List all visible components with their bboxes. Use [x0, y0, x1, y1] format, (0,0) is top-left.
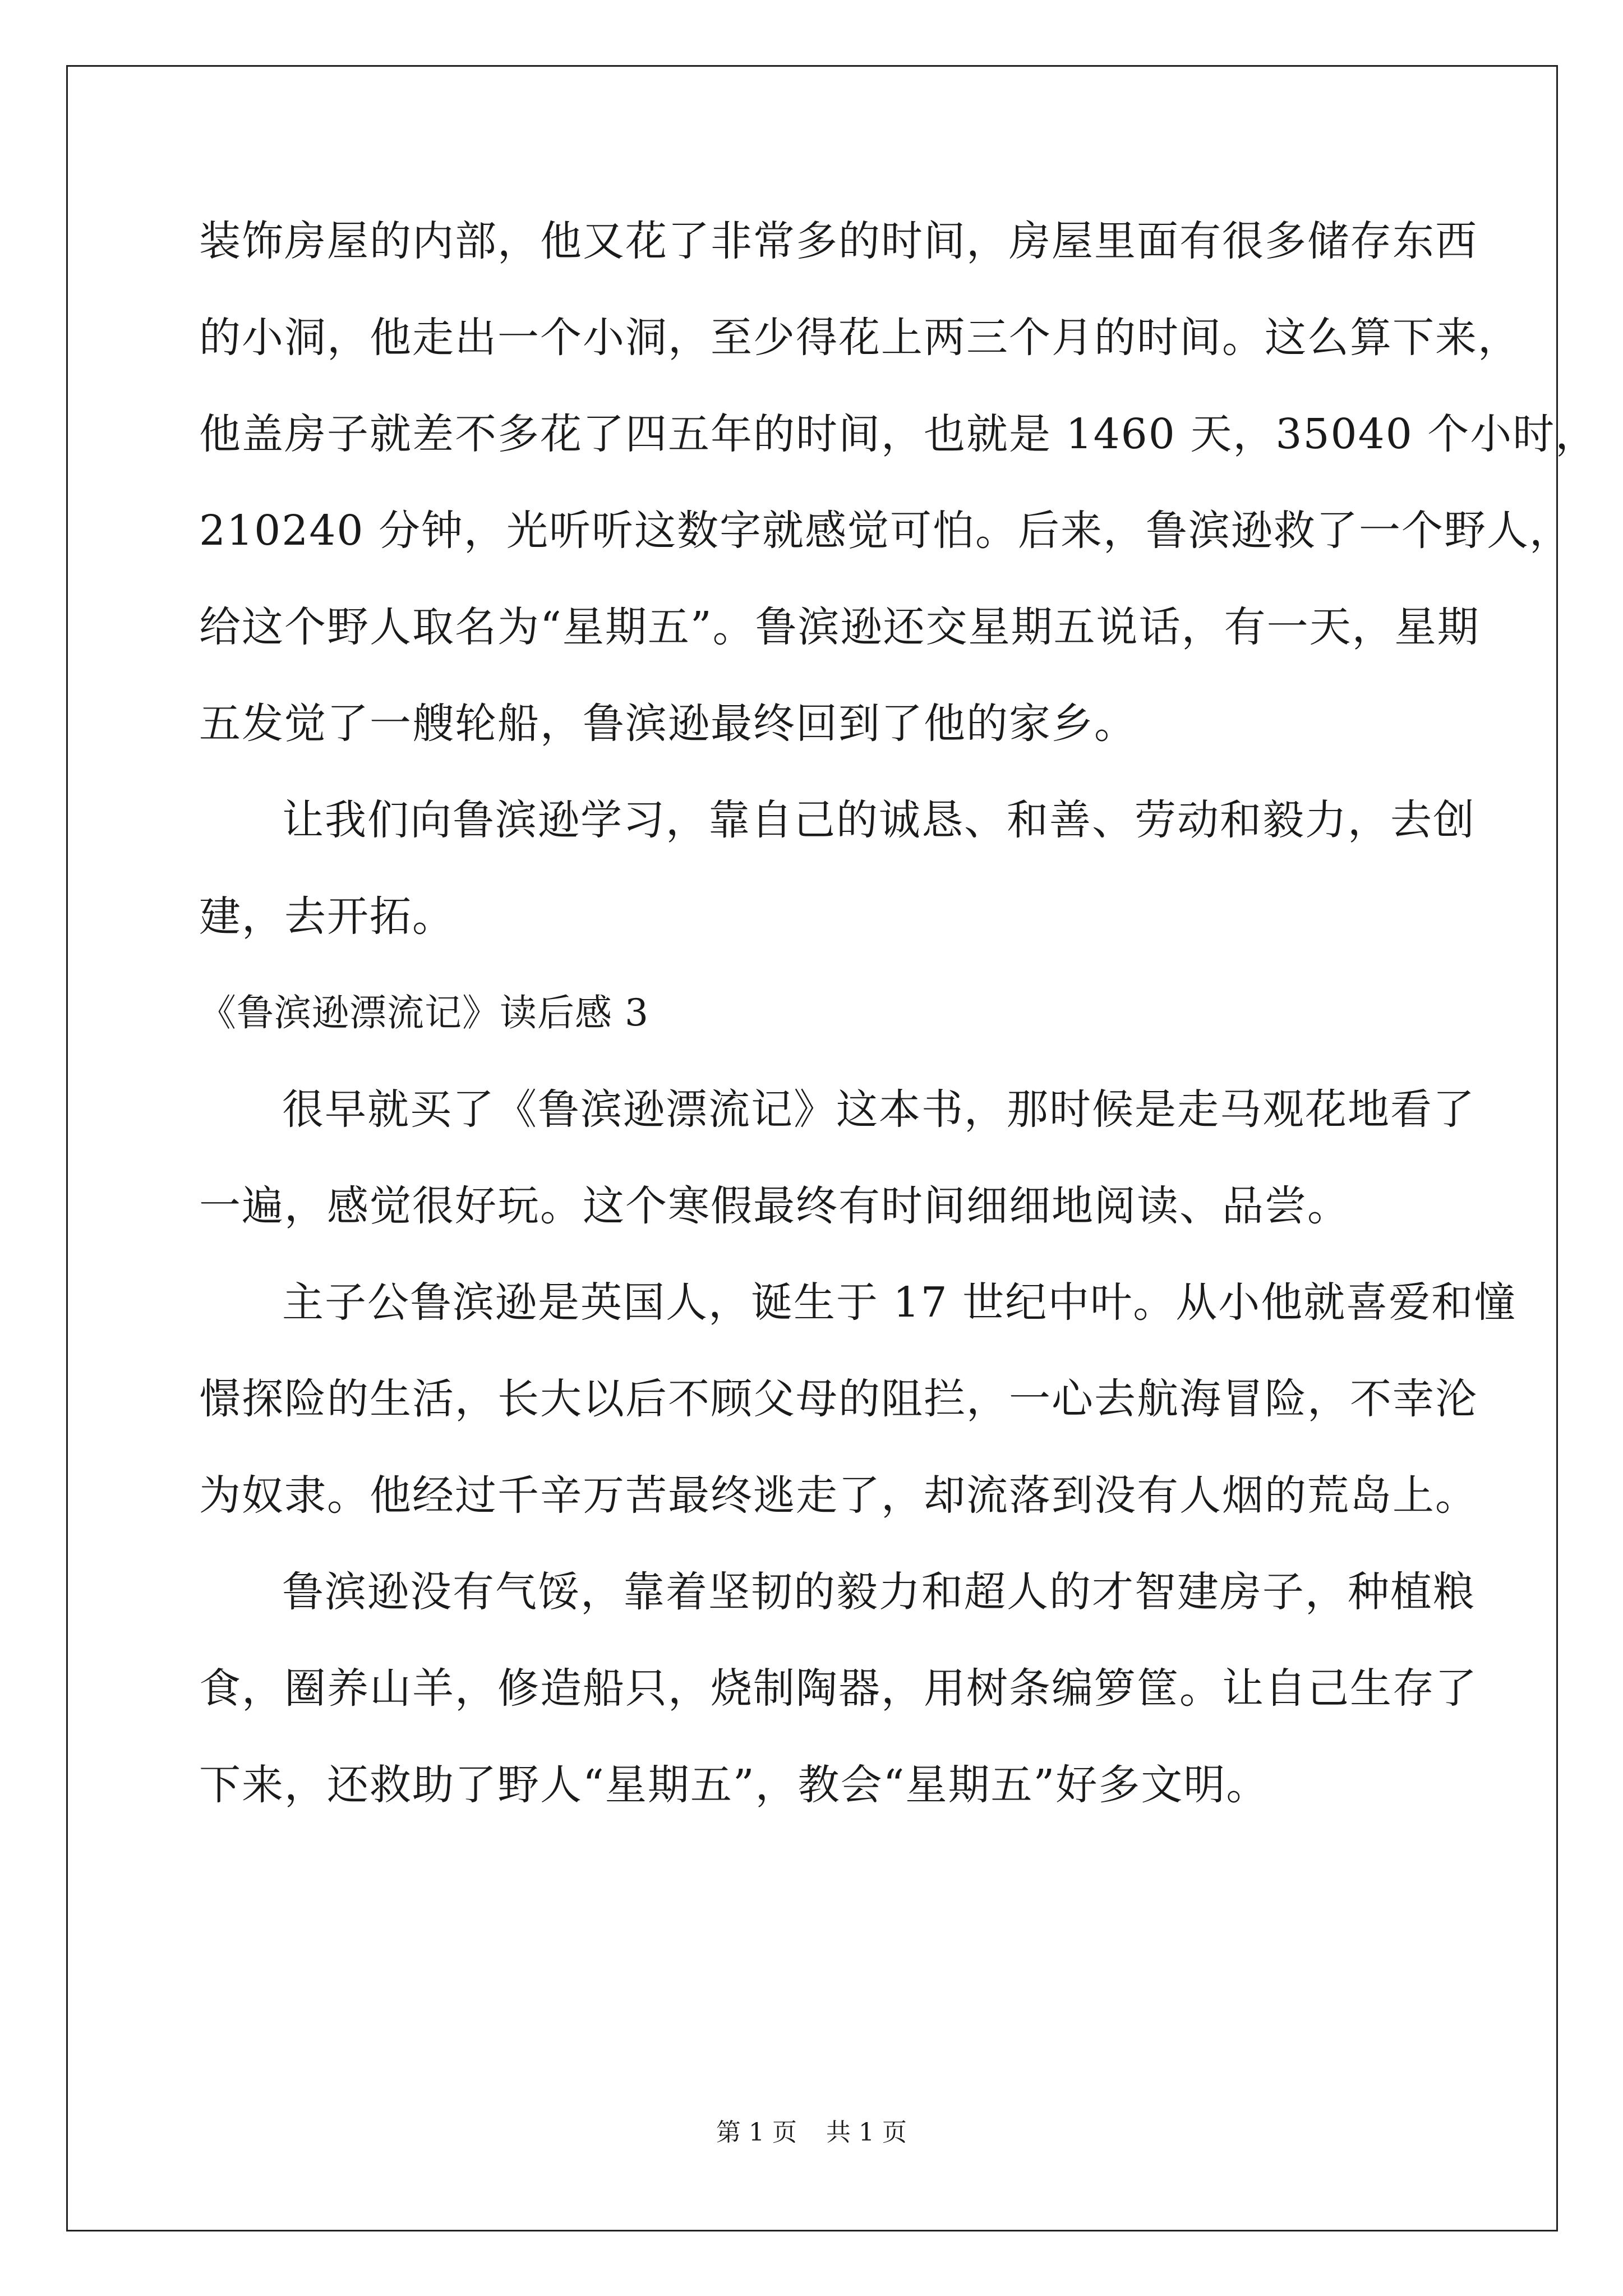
paragraph-line: 鲁滨逊没有气馁，靠着坚韧的毅力和超人的才智建房子，种植粮	[282, 1568, 1476, 1616]
paragraph-line: 给这个野人取名为“星期五”。鲁滨逊还交星期五说话，有一天，星期	[199, 603, 1480, 651]
paragraph-line: 的小洞，他走出一个小洞，至少得花上两三个月的时间。这么算下来，	[199, 314, 1520, 362]
page-footer	[0, 2116, 1623, 2150]
page-border	[66, 65, 1558, 2231]
paragraph-line: 憬探险的生活，长大以后不顾父母的阻拦，一心去航海冒险，不幸沦	[199, 1375, 1478, 1423]
paragraph-line: 210240 分钟，光听听这数字就感觉可怕。后来，鲁滨逊救了一个野人，	[199, 507, 1573, 555]
section-heading: 《鲁滨逊漂流记》读后感 3	[199, 991, 649, 1034]
paragraph-line: 五发觉了一艘轮船，鲁滨逊最终回到了他的家乡。	[199, 700, 1137, 748]
paragraph-line: 食，圈养山羊，修造船只，烧制陶器，用树条编箩筐。让自己生存了	[199, 1664, 1478, 1713]
page-total: 共 1 页	[826, 2118, 907, 2147]
paragraph-line: 很早就买了《鲁滨逊漂流记》这本书，那时候是走马观花地看了	[282, 1085, 1476, 1134]
paragraph-line: 为奴隶。他经过千辛万苦最终逃走了，却流落到没有人烟的荒岛上。	[199, 1471, 1478, 1520]
paragraph-line: 让我们向鲁滨逊学习，靠自己的诚恳、和善、劳动和毅力，去创	[282, 796, 1476, 844]
paragraph-line: 下来，还救助了野人“星期五”，教会“星期五”好多文明。	[199, 1761, 1269, 1809]
paragraph-line: 他盖房子就差不多花了四五年的时间，也就是 1460 天，35040 个小时，	[199, 410, 1598, 458]
paragraph-line: 装饰房屋的内部，他又花了非常多的时间，房屋里面有很多储存东西	[199, 217, 1478, 265]
page-number: 第 1 页	[716, 2118, 797, 2147]
paragraph-line: 主子公鲁滨逊是英国人，诞生于 17 世纪中叶。从小他就喜爱和憧	[282, 1278, 1517, 1327]
paragraph-line: 一遍，感觉很好玩。这个寒假最终有时间细细地阅读、品尝。	[199, 1182, 1350, 1230]
paragraph-line: 建，去开拓。	[199, 892, 455, 941]
